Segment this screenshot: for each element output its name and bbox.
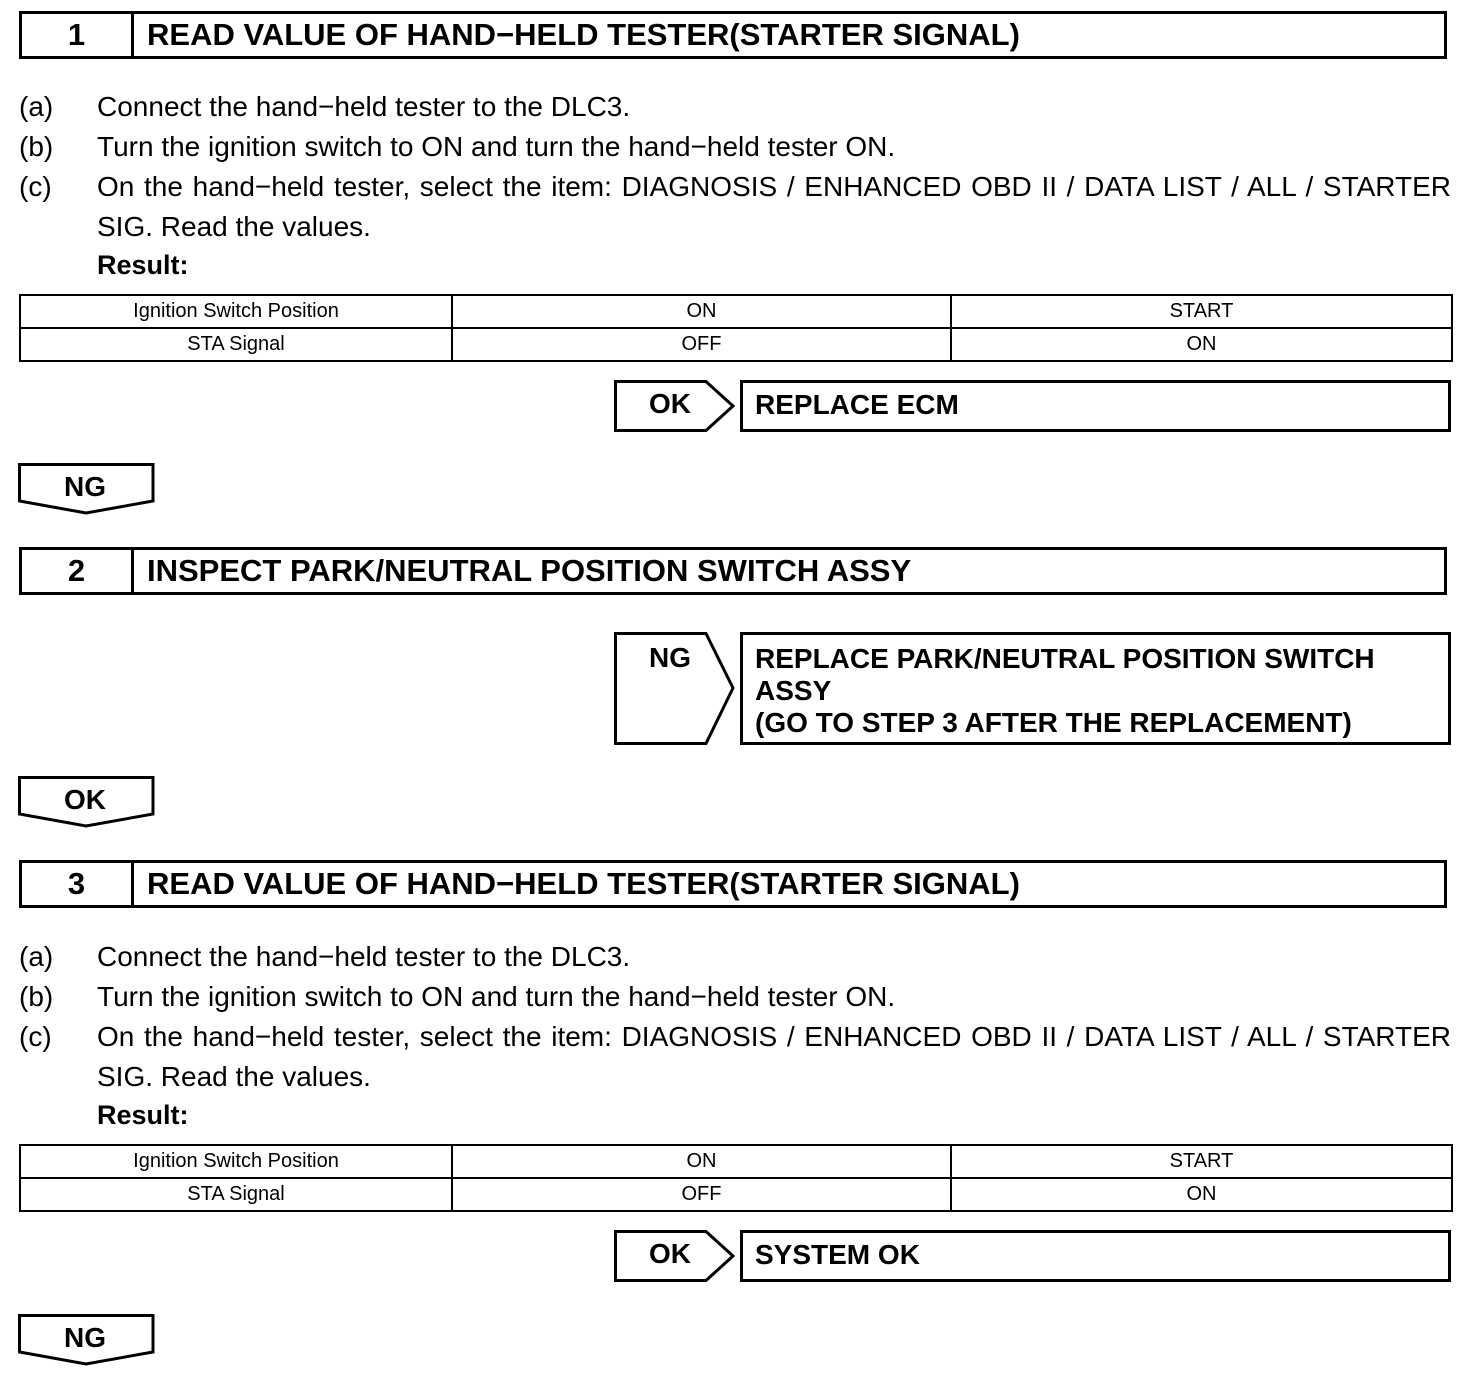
- instruction-item: [19, 977, 1451, 1017]
- step-3-header: [19, 860, 1447, 908]
- instruction-item: [19, 87, 1451, 127]
- instruction-item: [19, 127, 1451, 167]
- outcome-action: SYSTEM OK: [740, 1230, 1451, 1282]
- next-label: OK: [64, 784, 106, 815]
- instruction-letter: (c): [19, 1021, 52, 1052]
- table-cell: ON: [452, 295, 951, 328]
- result-label: Result:: [97, 250, 189, 280]
- step-1-instructions: [19, 87, 1451, 247]
- outcome-action-line: (GO TO STEP 3 AFTER THE REPLACEMENT): [755, 707, 1352, 738]
- outcome-action-line: REPLACE PARK/NEUTRAL POSITION SWITCH: [755, 643, 1375, 674]
- instruction-letter: (c): [19, 171, 52, 202]
- table-row: [20, 1178, 1452, 1211]
- table-cell: START: [951, 295, 1452, 328]
- step-1-next: [18, 463, 156, 515]
- step-number: 3: [22, 863, 134, 905]
- instruction-text: Turn the ignition switch to ON and turn the hand−held tester ON.: [97, 981, 896, 1012]
- step-title: INSPECT PARK/NEUTRAL POSITION SWITCH ASSY: [147, 553, 912, 588]
- step-2-outcome: [614, 632, 1451, 745]
- table-cell: ON: [452, 1145, 951, 1178]
- step-2-header: [19, 547, 1447, 595]
- outcome-label: OK: [649, 388, 691, 419]
- instruction-text: On the hand−held tester, select the item: DIAGNOSIS / ENHANCED OBD II / DATA LIST / ALL / STARTER SIG. Read the values.: [97, 171, 1451, 242]
- step-3-instructions: [19, 937, 1451, 1097]
- step-number: 2: [22, 550, 134, 592]
- step-title: READ VALUE OF HAND−HELD TESTER(STARTER SIGNAL): [147, 17, 1020, 52]
- step-title: READ VALUE OF HAND−HELD TESTER(STARTER SIGNAL): [147, 866, 1020, 901]
- instruction-text: Turn the ignition switch to ON and turn the hand−held tester ON.: [97, 131, 896, 162]
- result-table: [19, 1144, 1453, 1212]
- step-3-outcome: [614, 1230, 1451, 1282]
- next-label: NG: [64, 471, 106, 502]
- result-label: Result:: [97, 1100, 189, 1130]
- table-cell: OFF: [452, 1178, 951, 1211]
- table-cell: OFF: [452, 328, 951, 361]
- outcome-label: NG: [649, 642, 691, 673]
- step-1-header: [19, 11, 1447, 59]
- table-row: [20, 295, 1452, 328]
- instruction-letter: (b): [19, 981, 54, 1012]
- table-cell: ON: [951, 1178, 1452, 1211]
- instruction-letter: (a): [19, 91, 54, 122]
- instruction-item: [19, 1017, 1451, 1097]
- instruction-text: Connect the hand−held tester to the DLC3.: [97, 91, 631, 122]
- outcome-action: [740, 632, 1451, 745]
- instruction-letter: (a): [19, 941, 54, 972]
- step-3-next: [18, 1314, 156, 1366]
- instruction-item: [19, 937, 1451, 977]
- table-cell: ON: [951, 328, 1452, 361]
- step-number: 1: [22, 14, 134, 56]
- table-row: [20, 328, 1452, 361]
- table-cell: STA Signal: [20, 328, 452, 361]
- table-cell: STA Signal: [20, 1178, 452, 1211]
- table-cell: Ignition Switch Position: [20, 1145, 452, 1178]
- instruction-letter: (b): [19, 131, 54, 162]
- result-table: [19, 294, 1453, 362]
- table-cell: START: [951, 1145, 1452, 1178]
- outcome-label: OK: [649, 1238, 691, 1269]
- instruction-text: Connect the hand−held tester to the DLC3.: [97, 941, 631, 972]
- outcome-action: REPLACE ECM: [740, 380, 1451, 432]
- outcome-action-line: ASSY: [755, 675, 832, 706]
- step-2-next: [18, 776, 156, 828]
- step-1-outcome: [614, 380, 1451, 432]
- instruction-item: [19, 167, 1451, 247]
- table-cell: Ignition Switch Position: [20, 295, 452, 328]
- instruction-text: On the hand−held tester, select the item: DIAGNOSIS / ENHANCED OBD II / DATA LIST / ALL / STARTER SIG. Read the values.: [97, 1021, 1451, 1092]
- next-label: NG: [64, 1322, 106, 1353]
- table-row: [20, 1145, 1452, 1178]
